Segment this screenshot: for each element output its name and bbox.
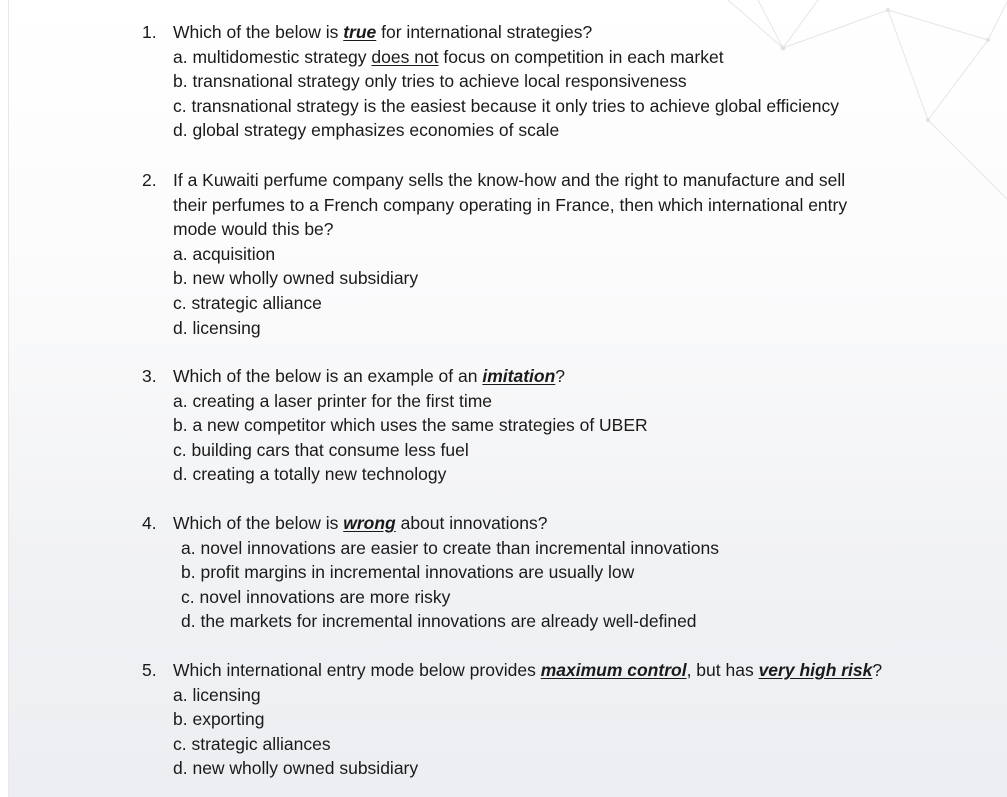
emphasis-maximum-control: maximum control: [540, 660, 687, 680]
option-b: b. profit margins in incremental innovations are usually low: [181, 562, 635, 583]
option-a: a. creating a laser printer for the first time: [173, 390, 493, 411]
option-a: a. novel innovations are easier to create than incremental innovations: [181, 537, 719, 558]
emphasis-imitation: imitation: [482, 366, 556, 386]
question-stem: Which of the below is wrong about innovations?: [173, 513, 548, 533]
question-2: [142, 168, 942, 340]
document-page: [8, 0, 1007, 797]
question-number: 4.: [142, 513, 157, 533]
question-number: 3.: [142, 366, 157, 386]
option-b: b. transnational strategy only tries to achieve local responsiveness: [173, 71, 687, 92]
option-a: a. licensing: [173, 684, 261, 705]
option-d: d. global strategy emphasizes economies of scale: [173, 120, 560, 141]
question-3: [142, 364, 942, 487]
question-stem: Which international entry mode below provides maximum control, but has very high risk?: [173, 660, 883, 680]
question-4: [142, 511, 942, 634]
emphasis-does-not: does not: [371, 46, 439, 67]
emphasis-very-high-risk: very high risk: [758, 660, 873, 680]
question-stem: Which of the below is an example of an imitation?: [173, 366, 565, 386]
options-list: [142, 536, 942, 634]
option-a: a. acquisition: [173, 243, 276, 264]
option-d: d. new wholly owned subsidiary: [173, 758, 419, 779]
option-c: c. strategic alliance: [173, 292, 322, 313]
question-number: 5.: [142, 660, 157, 680]
option-d: d. licensing: [173, 317, 261, 338]
question-stem: Which of the below is true for international strategies?: [173, 22, 593, 42]
option-a: a. multidomestic strategy does not focus on competition in each market: [173, 46, 724, 67]
options-list: [142, 45, 942, 143]
options-list: [142, 242, 942, 340]
option-b: b. a new competitor which uses the same strategies of UBER: [173, 415, 648, 436]
question-number: 2.: [142, 170, 157, 190]
options-list: [142, 683, 942, 781]
option-b: b. exporting: [173, 709, 265, 730]
question-1: [142, 20, 942, 143]
emphasis-true: true: [343, 22, 377, 42]
option-d: d. the markets for incremental innovations are already well-defined: [181, 611, 697, 632]
emphasis-wrong: wrong: [343, 513, 396, 533]
option-c: c. strategic alliances: [173, 733, 331, 754]
option-d: d. creating a totally new technology: [173, 464, 447, 485]
options-list: [142, 389, 942, 487]
question-5: [142, 658, 942, 781]
question-number: 1.: [142, 22, 157, 42]
option-b: b. new wholly owned subsidiary: [173, 268, 419, 289]
question-stem: If a Kuwaiti perfume company sells the know-how and the right to manufacture and sell their perfumes to a French company operating in France, then which international entry mode would this be?: [173, 170, 848, 240]
option-c: c. transnational strategy is the easiest because it only tries to achieve global efficiency: [173, 95, 840, 116]
option-c: c. novel innovations are more risky: [181, 586, 451, 607]
option-c: c. building cars that consume less fuel: [173, 439, 469, 460]
